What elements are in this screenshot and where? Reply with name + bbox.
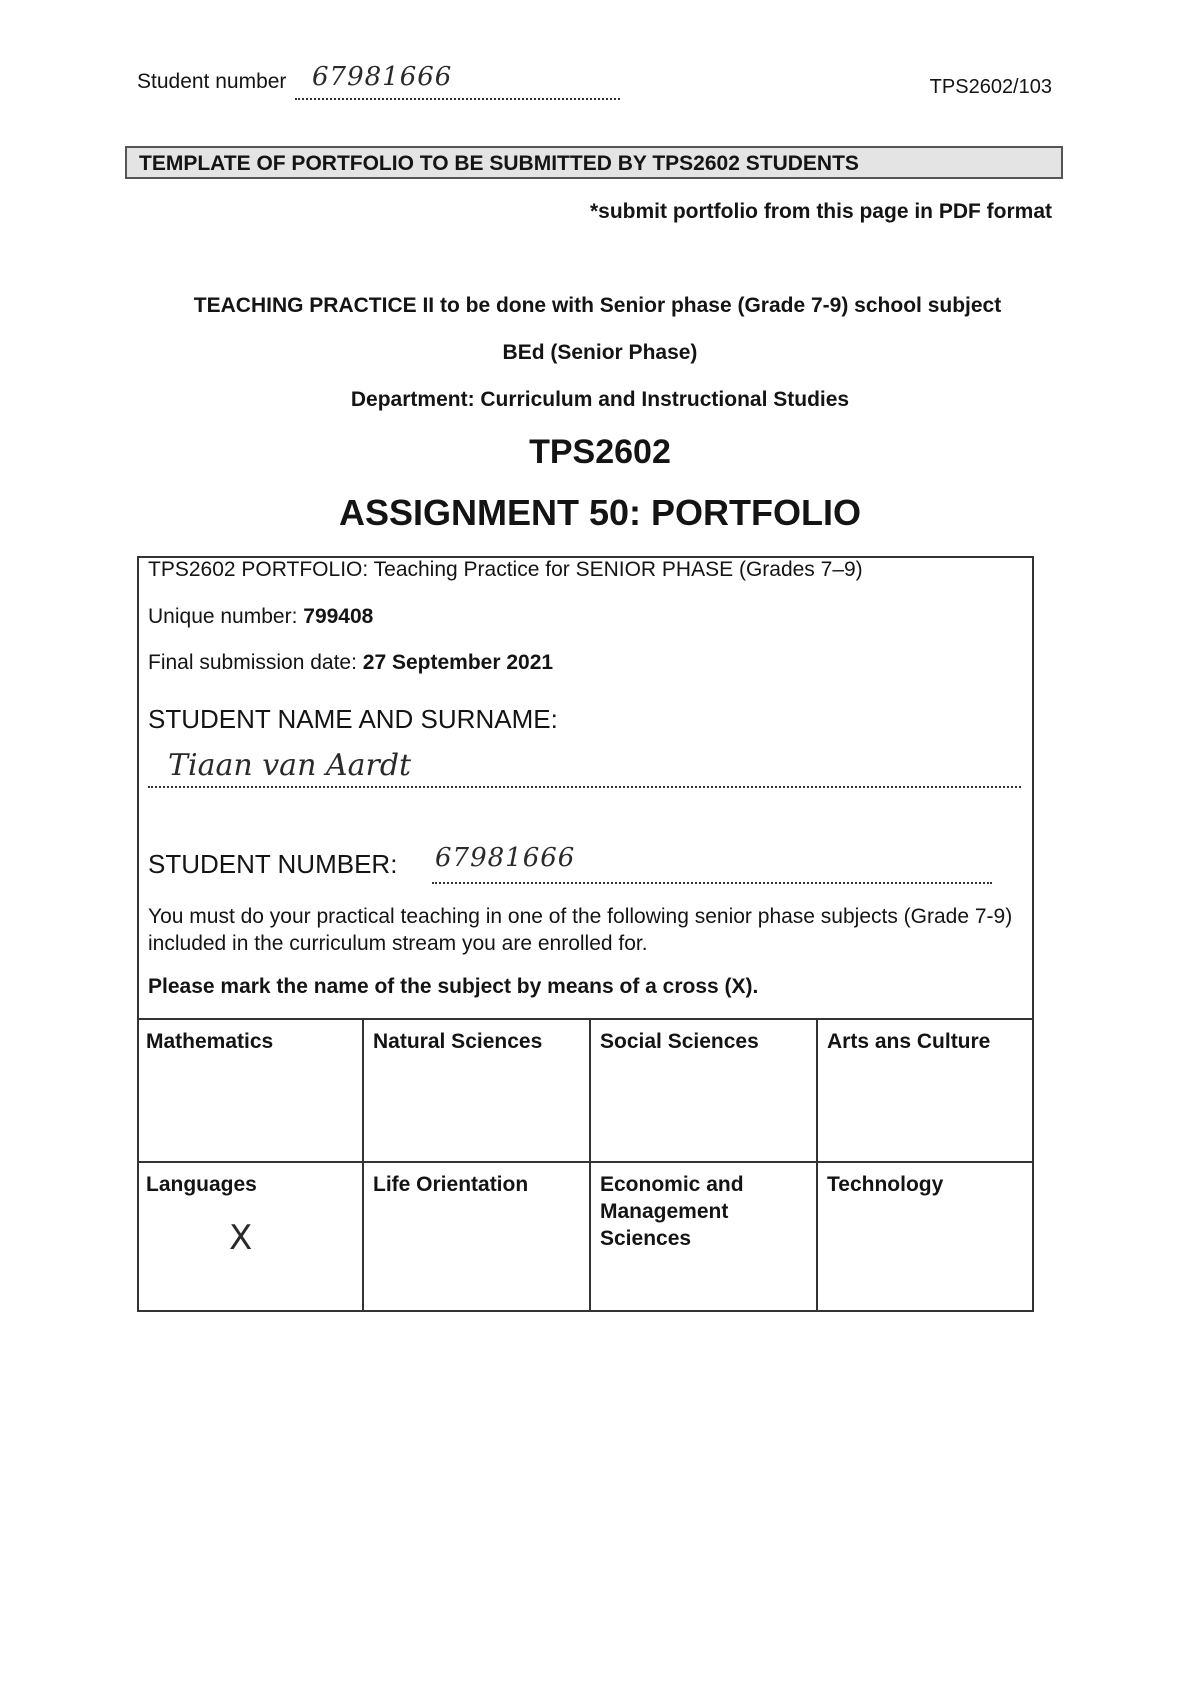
subject-label: Economic and Management Sciences [600,1173,744,1250]
portfolio-title: TPS2602 PORTFOLIO: Teaching Practice for SENIOR PHASE (Grades 7–9) [148,558,863,581]
submission-date [148,651,553,675]
subject-cell-life-orientation[interactable] [364,1161,591,1312]
course-code: TPS2602/103 [929,76,1052,98]
module-code-title: TPS2602 [529,433,671,471]
subject-cell-arts-and-culture[interactable] [818,1018,1034,1161]
template-banner: TEMPLATE OF PORTFOLIO TO BE SUBMITTED BY TPS2602 STUDENTS [125,146,1063,179]
submission-date-label: Final submission date: [148,651,357,674]
subject-cell-languages[interactable] [137,1161,364,1312]
subject-label: Natural Sciences [373,1030,543,1053]
subject-label: Technology [827,1173,944,1196]
assignment-title: ASSIGNMENT 50: PORTFOLIO [338,492,862,533]
submit-note: *submit portfolio from this page in PDF format [590,200,1052,223]
mark-instruction: Please mark the name of the subject by means of a cross (X). [148,975,759,998]
student-number-label: Student number [137,70,287,93]
subject-label: Life Orientation [373,1173,529,1196]
subject-instruction: You must do your practical teaching in one of the following senior phase subjects (Grade 7-9) included in the curriculum stream you are enrolled for. [148,905,1013,955]
student-number-field-label: STUDENT NUMBER: [148,849,398,879]
unique-number-label: Unique number: [148,605,298,628]
subject-cell-technology[interactable] [818,1161,1034,1312]
department-title: Department: Curriculum and Instructional Studies [350,388,850,411]
cross-mark: X [229,1218,253,1258]
subject-label: Mathematics [146,1030,274,1053]
unique-number-value: 799408 [303,605,374,628]
student-number-field-handwritten: 67981666 [435,843,576,873]
student-name-handwritten: Tiaan van Aardt [168,748,412,783]
subject-label: Languages [146,1173,257,1196]
teaching-practice-title: TEACHING PRACTICE II to be done with Senior phase (Grade 7-9) school subject [193,294,1002,317]
student-name-label: STUDENT NAME AND SURNAME: [148,704,558,734]
student-number-handwritten: 67981666 [312,62,453,92]
subject-grid [137,1018,1034,1312]
unique-number [148,605,373,629]
subject-cell-economic-management-sciences[interactable] [591,1161,818,1312]
subject-label: Arts ans Culture [827,1030,991,1053]
subject-cell-natural-sciences[interactable] [364,1018,591,1161]
subject-cell-mathematics[interactable] [137,1018,364,1161]
degree-title: BEd (Senior Phase) [502,341,698,364]
subject-cell-social-sciences[interactable] [591,1018,818,1161]
submission-date-value: 27 September 2021 [362,651,554,674]
subject-label: Social Sciences [600,1030,759,1053]
